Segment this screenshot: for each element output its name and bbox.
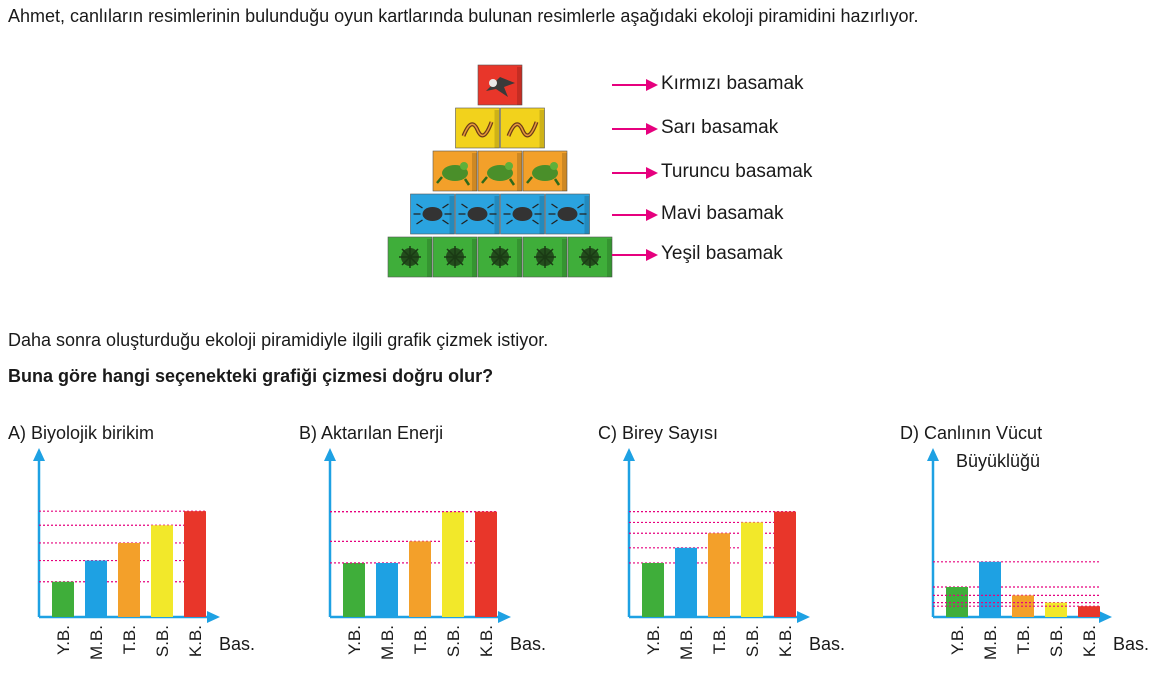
bar-tb [118, 543, 140, 617]
beetle-block [501, 194, 545, 234]
chart-option-a[interactable] [8, 415, 288, 679]
chart-title: C) Birey Sayısı [598, 423, 719, 443]
bar-yb [343, 563, 365, 617]
bar-mb [85, 561, 107, 617]
beetle-block [411, 194, 455, 234]
chart-title: A) Biyolojik birikim [8, 423, 155, 443]
x-tick-label: T.B. [1014, 625, 1033, 655]
bar-mb [376, 563, 398, 617]
x-tick-label: T.B. [120, 625, 139, 655]
chart-option-d[interactable] [900, 415, 1155, 679]
arrow-icon [612, 122, 658, 136]
beetle-block [456, 194, 500, 234]
level-label-orange: Turuncu basamak [661, 161, 813, 182]
x-tick-label: T.B. [710, 625, 729, 655]
chart-title: D) Canlının Vücut [900, 423, 1043, 443]
y-axis [623, 448, 635, 617]
question-prompt: Buna göre hangi seçenekteki grafiği çizmesi doğru olur? [8, 366, 494, 386]
level-label-green: Yeşil basamak [661, 243, 783, 264]
x-axis-label: Bas. [1113, 634, 1150, 654]
chart-plot [299, 415, 579, 679]
bar-tb [409, 541, 431, 617]
snake-block [456, 108, 500, 148]
plant-block [568, 237, 612, 277]
chart-plot [900, 415, 1155, 679]
frog-block [523, 151, 567, 191]
bar-sb [151, 525, 173, 617]
bar-sb [1045, 603, 1067, 617]
arrow-icon [612, 248, 658, 262]
plant-block [523, 237, 567, 277]
x-tick-label: Y.B. [345, 625, 364, 655]
x-axis-label: Bas. [809, 634, 846, 654]
arrow-icon [612, 166, 658, 180]
plant-block [478, 237, 522, 277]
x-tick-label: M.B. [87, 625, 106, 660]
x-tick-label: Y.B. [54, 625, 73, 655]
bar-sb [442, 512, 464, 617]
bar-kb [774, 512, 796, 617]
y-axis [324, 448, 336, 617]
x-tick-label: S.B. [1047, 625, 1066, 658]
beetle-block [546, 194, 590, 234]
plant-block [433, 237, 477, 277]
bar-yb [642, 563, 664, 617]
x-tick-label: K.B. [477, 625, 496, 658]
bar-kb [475, 512, 497, 617]
ecology-pyramid [380, 60, 620, 285]
x-axis-label: Bas. [219, 634, 256, 654]
bar-yb [52, 582, 74, 617]
y-axis [927, 448, 939, 617]
x-tick-label: K.B. [186, 625, 205, 658]
frog-block [433, 151, 477, 191]
x-tick-label: S.B. [153, 625, 172, 658]
x-tick-label: K.B. [1080, 625, 1099, 658]
chart-plot [8, 415, 288, 679]
plant-icon [444, 246, 466, 268]
chart-option-b[interactable] [299, 415, 579, 679]
level-label-blue: Mavi basamak [661, 203, 784, 224]
plant-icon [489, 246, 511, 268]
bar-kb [1078, 606, 1100, 617]
bar-tb [708, 533, 730, 617]
bar-mb [979, 562, 1001, 617]
level-label-yellow: Sarı basamak [661, 117, 779, 138]
x-tick-label: K.B. [776, 625, 795, 658]
plant-icon [579, 246, 601, 268]
question-context: Daha sonra oluşturduğu ekoloji piramidiyle ilgili grafik çizmek istiyor. [8, 330, 549, 350]
bar-mb [675, 548, 697, 617]
chart-title-line2: Büyüklüğü [956, 451, 1041, 471]
plant-icon [534, 246, 556, 268]
arrow-icon [612, 78, 658, 92]
y-axis [33, 448, 45, 617]
intro-text: Ahmet, canlıların resimlerinin bulunduğu oyun kartlarında bulunan resimlerle aşağıdaki ekoloji piramidini hazırlıyor. [8, 6, 919, 26]
x-tick-label: M.B. [677, 625, 696, 660]
plant-block [388, 237, 432, 277]
x-tick-label: Y.B. [644, 625, 663, 655]
plant-icon [399, 246, 421, 268]
x-tick-label: T.B. [411, 625, 430, 655]
x-axis-label: Bas. [510, 634, 547, 654]
bar-sb [741, 522, 763, 617]
bar-kb [184, 511, 206, 617]
level-label-red: Kırmızı basamak [661, 73, 804, 94]
x-tick-label: M.B. [378, 625, 397, 660]
chart-plot [598, 415, 878, 679]
arrow-icon [612, 208, 658, 222]
chart-title: B) Aktarılan Enerji [299, 423, 444, 443]
x-tick-label: S.B. [743, 625, 762, 658]
eagle-block [478, 65, 522, 105]
snake-block [501, 108, 545, 148]
x-tick-label: Y.B. [948, 625, 967, 655]
chart-option-c[interactable] [598, 415, 878, 679]
x-tick-label: M.B. [981, 625, 1000, 660]
frog-block [478, 151, 522, 191]
x-tick-label: S.B. [444, 625, 463, 658]
